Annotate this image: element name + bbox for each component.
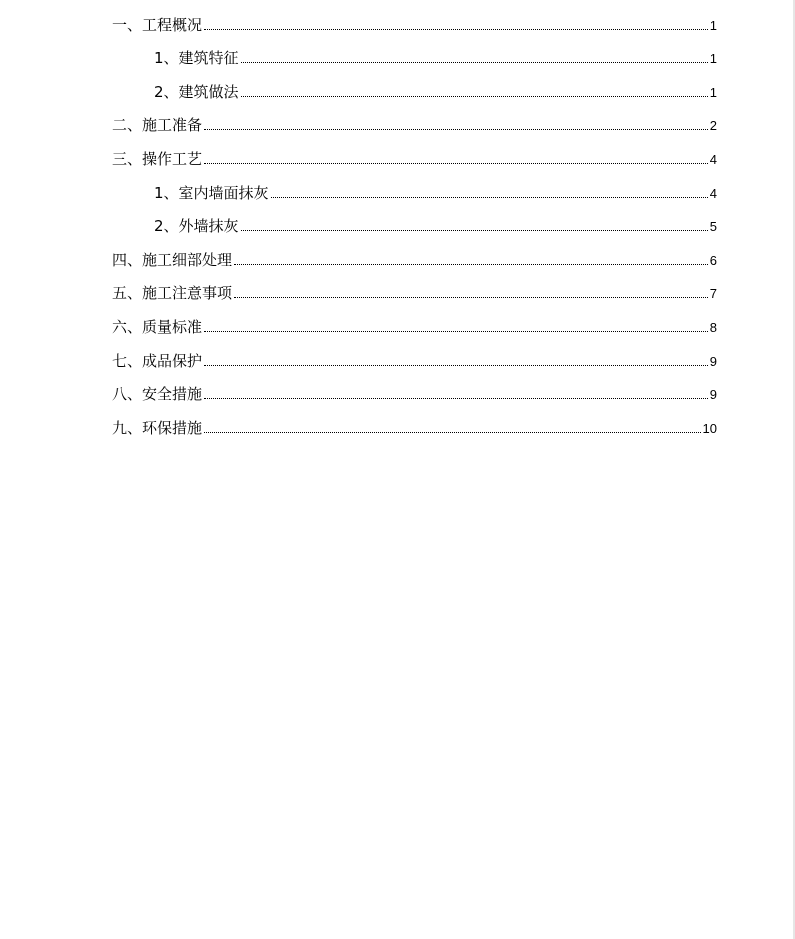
table-of-contents [112, 0, 717, 437]
toc-entry-title: 质量标准 [142, 317, 203, 336]
toc-entry-number: 二、 [112, 116, 143, 135]
toc-entry-page: 2 [709, 118, 717, 134]
toc-entry-6[interactable] [112, 302, 717, 336]
toc-entry-page: 6 [709, 252, 717, 268]
dot-leader [241, 96, 708, 97]
toc-entry-number: 三、 [112, 149, 143, 168]
toc-entry-1[interactable] [112, 0, 717, 34]
dot-leader [204, 398, 708, 399]
toc-entry-page: 7 [709, 286, 717, 302]
toc-entry-1-2[interactable] [112, 67, 717, 101]
toc-entry-number: 七、 [112, 351, 143, 370]
toc-entry-4[interactable] [112, 235, 717, 269]
toc-entry-title: 施工准备 [142, 116, 203, 135]
dot-leader [271, 197, 708, 198]
toc-entry-number: 1、 [154, 49, 179, 68]
toc-entry-5[interactable] [112, 269, 717, 303]
toc-entry-number: 九、 [112, 418, 143, 437]
toc-entry-8[interactable] [112, 370, 717, 404]
toc-entry-page: 4 [709, 151, 717, 167]
dot-leader [241, 230, 708, 231]
toc-entry-title: 安全措施 [142, 385, 203, 404]
toc-entry-title: 施工注意事项 [142, 284, 233, 303]
toc-entry-page: 8 [709, 319, 717, 335]
toc-entry-3-2[interactable] [112, 202, 717, 236]
toc-entry-page: 9 [709, 387, 717, 403]
toc-entry-page: 4 [709, 185, 717, 201]
toc-entry-title: 建筑特征 [178, 49, 239, 68]
toc-entry-3[interactable] [112, 134, 717, 168]
toc-entry-number: 四、 [112, 250, 143, 269]
toc-entry-9[interactable] [112, 403, 717, 437]
dot-leader [204, 163, 708, 164]
toc-entry-title: 外墙抹灰 [178, 217, 239, 236]
toc-entry-page: 5 [709, 219, 717, 235]
dot-leader [204, 365, 708, 366]
dot-leader [204, 331, 708, 332]
toc-entry-title: 工程概况 [142, 15, 203, 34]
toc-entry-title: 成品保护 [142, 351, 203, 370]
toc-entry-number: 五、 [112, 284, 143, 303]
toc-entry-page: 10 [702, 420, 717, 436]
toc-entry-title: 环保措施 [142, 418, 203, 437]
toc-entry-title: 施工细部处理 [142, 250, 233, 269]
toc-entry-page: 1 [709, 84, 717, 100]
toc-entry-number: 一、 [112, 15, 143, 34]
toc-entry-number: 六、 [112, 317, 143, 336]
toc-entry-number: 2、 [154, 82, 179, 101]
toc-entry-page: 1 [709, 17, 717, 33]
toc-entry-number: 2、 [154, 217, 179, 236]
toc-entry-number: 1、 [154, 183, 179, 202]
toc-entry-page: 9 [709, 353, 717, 369]
toc-entry-7[interactable] [112, 336, 717, 370]
dot-leader [204, 129, 708, 130]
toc-entry-title: 室内墙面抹灰 [178, 183, 269, 202]
dot-leader [204, 432, 701, 433]
dot-leader [241, 62, 708, 63]
dot-leader [204, 29, 708, 30]
toc-entry-3-1[interactable] [112, 168, 717, 202]
dot-leader [234, 297, 708, 298]
toc-entry-1-1[interactable] [112, 34, 717, 68]
toc-entry-page: 1 [709, 51, 717, 67]
dot-leader [234, 264, 708, 265]
toc-entry-title: 建筑做法 [178, 82, 239, 101]
toc-entry-title: 操作工艺 [142, 149, 203, 168]
toc-entry-number: 八、 [112, 385, 143, 404]
toc-entry-2[interactable] [112, 101, 717, 135]
